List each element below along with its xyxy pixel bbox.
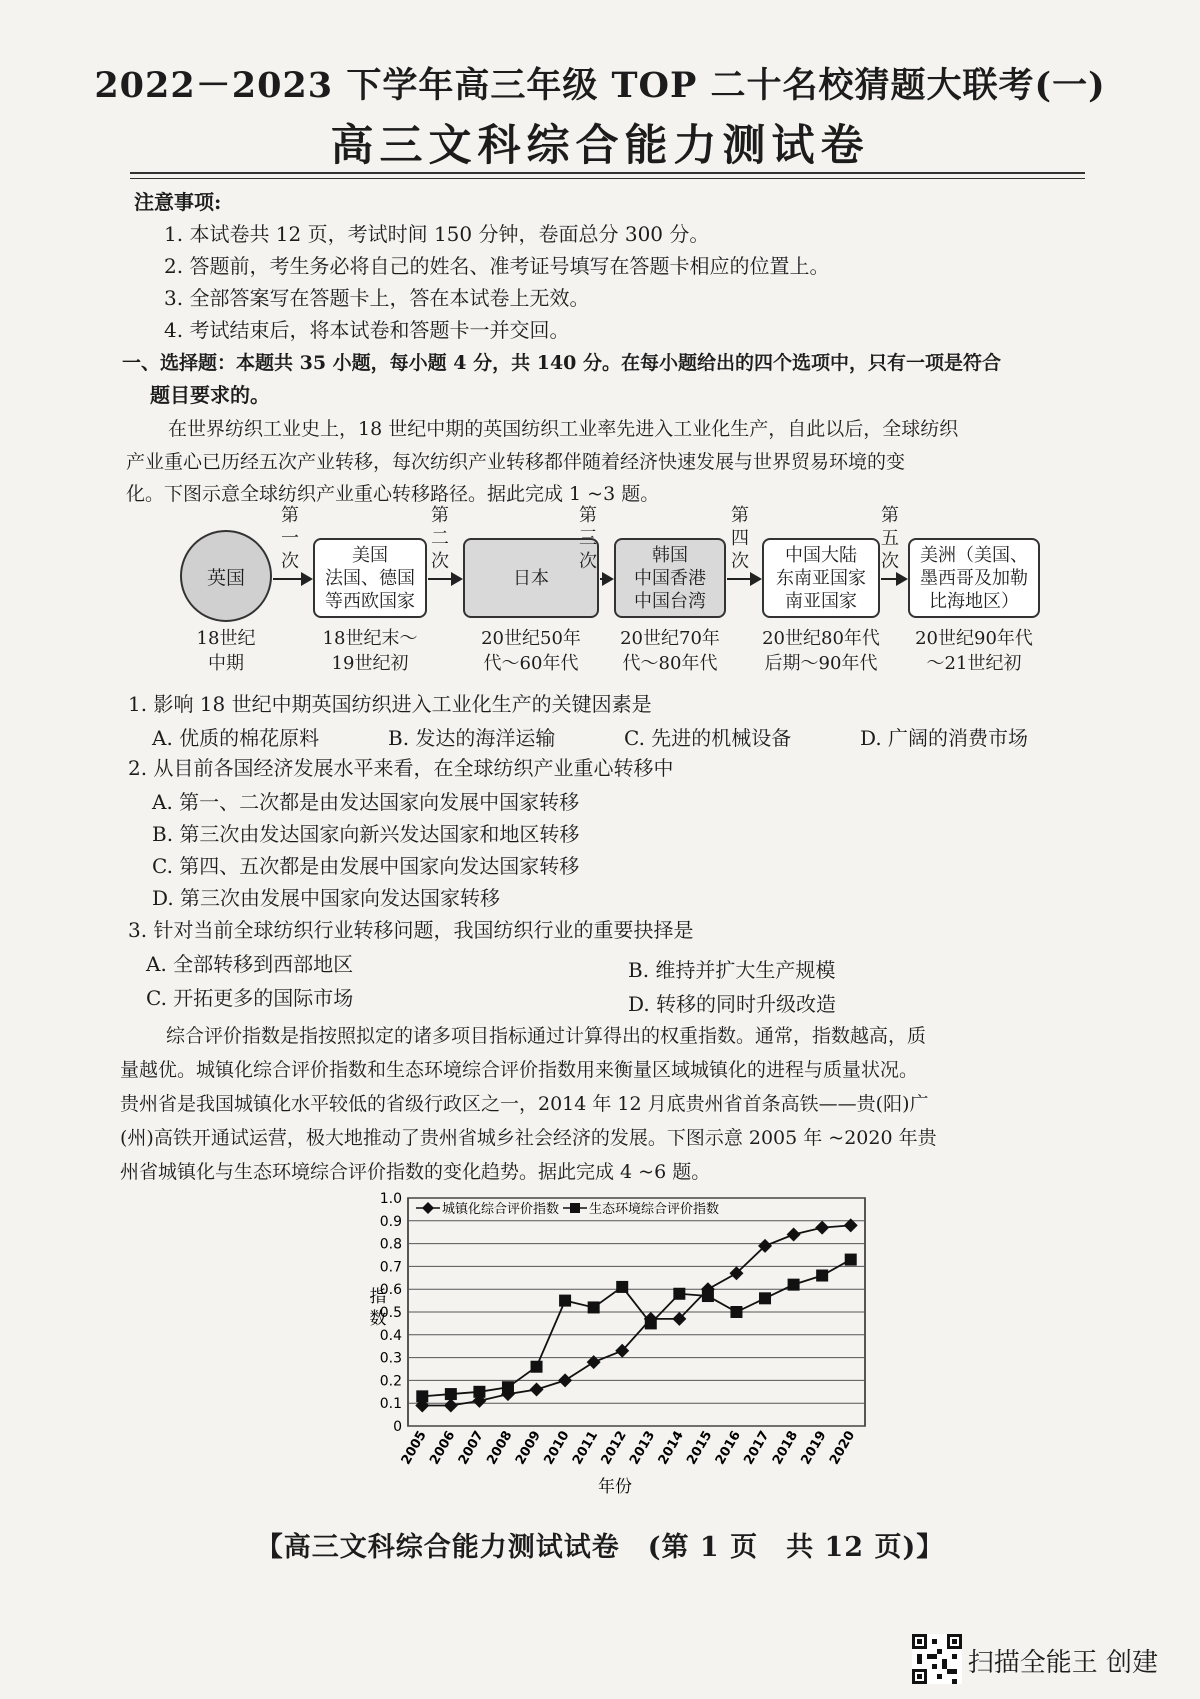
chart-point-diamond	[787, 1227, 801, 1241]
chart-point-diamond	[530, 1383, 544, 1397]
flow-step-label: 第 四 次	[731, 505, 749, 572]
flow-step-label: 第 一 次	[281, 505, 299, 572]
flow-arrow	[273, 578, 311, 580]
flow-arrow	[881, 578, 906, 580]
flow-period: 20世纪50年 代～60年代	[481, 628, 581, 674]
flow-step-label: 第 五 次	[881, 505, 899, 572]
chart-point-square	[702, 1290, 714, 1302]
flow-node-britain: 英国	[180, 530, 272, 622]
notice-item: 3. 全部答案写在答题卡上，答在本试卷上无效。	[164, 286, 590, 310]
chart-x-tick-label: 2020	[827, 1428, 859, 1468]
option-d: D. 第三次由发展中国家向发达国家转移	[152, 886, 501, 910]
passage-line: 贵州省是我国城镇化水平较低的省级行政区之一，2014 年 12 月底贵州省首条高铁——贵(阳)广	[120, 1093, 929, 1115]
page-footer: 【高三文科综合能力测试试卷 (第 1 页 共 12 页)】	[255, 1532, 945, 1563]
chart-y-tick-label: 0.4	[379, 1327, 402, 1344]
flow-arrow	[428, 578, 461, 580]
exam-paper-title: 高三文科综合能力测试卷	[330, 121, 870, 171]
chart-x-tick-label: 2012	[598, 1428, 630, 1468]
chart-y-tick-label: 0.3	[379, 1350, 402, 1367]
flow-node-asian-tigers: 韩国 中国香港 中国台湾	[614, 538, 726, 618]
chart-series-line	[422, 1260, 850, 1397]
chart-x-tick-label: 2018	[769, 1428, 802, 1468]
chart-y-tick-label: 0.8	[379, 1236, 402, 1253]
chart-point-square	[531, 1361, 543, 1373]
chart-x-tick-label: 2005	[398, 1428, 430, 1468]
chart-point-square	[730, 1306, 742, 1318]
chart-series-line	[422, 1225, 850, 1405]
passage-line: (州)高铁开通试运营，极大地推动了贵州省城乡社会经济的发展。下图示意 2005 年 ~2020 年贵	[120, 1127, 937, 1149]
option-a: A. 优质的棉花原料	[152, 726, 320, 750]
header-divider	[130, 172, 1085, 174]
chart-point-square	[788, 1279, 800, 1291]
chart-point-diamond	[815, 1221, 829, 1235]
chart-xlabel: 年份	[598, 1477, 632, 1497]
line-chart	[360, 1190, 880, 1500]
chart-point-square	[759, 1292, 771, 1304]
option-c: C. 先进的机械设备	[624, 726, 792, 750]
flow-period: 18世纪 中期	[196, 628, 256, 674]
flow-node-west-europe: 美国 法国、德国 等西欧国家	[313, 538, 427, 618]
chart-point-square	[559, 1295, 571, 1307]
question-stem: 2. 从目前各国经济发展水平来看，在全球纺织产业重心转移中	[128, 756, 674, 780]
chart-x-tick-label: 2008	[484, 1428, 516, 1468]
chart-y-tick-label: 0.2	[379, 1373, 402, 1390]
chart-x-tick-label: 2017	[741, 1428, 773, 1468]
flow-step-label: 第 二 次	[431, 505, 449, 572]
section-heading: 一、选择题：本题共 35 小题，每小题 4 分，共 140 分。在每小题给出的四个选项中，只有一项是符合	[122, 352, 1002, 374]
notice-heading: 注意事项:	[134, 190, 222, 214]
chart-y-tick-label: 0.6	[379, 1282, 402, 1299]
option-a: A. 全部转移到西部地区	[146, 952, 354, 976]
section-heading-cont: 题目要求的。	[150, 383, 270, 407]
option-d: D. 转移的同时升级改造	[628, 992, 837, 1016]
chart-x-tick-label: 2010	[541, 1428, 573, 1468]
chart-point-square	[473, 1386, 485, 1398]
flow-node-japan: 日本	[463, 538, 599, 618]
passage-line: 综合评价指数是指按照拟定的诸多项目指标通过计算得出的权重指数。通常，指数越高，质	[166, 1025, 927, 1047]
chart-y-tick-label: 1.0	[379, 1191, 402, 1207]
flow-period: 20世纪80年代 后期～90年代	[762, 628, 880, 674]
chart-legend-label: 城镇化综合评价指数	[442, 1202, 560, 1217]
flow-period: 18世纪末～ 19世纪初	[322, 628, 418, 674]
option-b: B. 第三次由发达国家向新兴发达国家和地区转移	[152, 822, 580, 846]
flow-period: 20世纪90年代 ～21世纪初	[915, 628, 1033, 674]
chart-point-square	[616, 1281, 628, 1293]
chart-ylabel-char: 指	[369, 1287, 387, 1307]
flow-node-china-mainland: 中国大陆 东南亚国家 南亚国家	[762, 538, 880, 618]
passage-line: 州省城镇化与生态环境综合评价指数的变化趋势。据此完成 4 ~6 题。	[120, 1161, 711, 1183]
passage-line: 产业重心已历经五次产业转移，每次纺织产业转移都伴随着经济快速发展与世界贸易环境的变	[126, 451, 906, 473]
question-stem: 1. 影响 18 世纪中期英国纺织进入工业化生产的关键因素是	[128, 692, 652, 716]
chart-y-tick-label: 0	[393, 1419, 402, 1435]
question-stem: 3. 针对当前全球纺织行业转移问题，我国纺织行业的重要抉择是	[128, 918, 694, 942]
exam-series-title: 2022－2023 下学年高三年级 TOP 二十名校猜题大联考(一)	[94, 65, 1106, 106]
chart-legend-marker	[422, 1202, 434, 1214]
chart-legend-label: 生态环境综合评价指数	[589, 1202, 720, 1217]
chart-point-square	[816, 1270, 828, 1282]
chart-ylabel-char: 数	[369, 1309, 387, 1329]
flow-period: 20世纪70年 代～80年代	[620, 628, 720, 674]
chart-series	[415, 1218, 857, 1412]
chart-legend	[416, 1201, 719, 1217]
passage-line: 量越优。城镇化综合评价指数和生态环境综合评价指数用来衡量区域城镇化的进程与质量状况。	[120, 1059, 919, 1081]
flow-arrow	[727, 578, 760, 580]
chart-point-square	[645, 1317, 657, 1329]
passage-line: 化。下图示意全球纺织产业重心转移路径。据此完成 1 ~3 题。	[126, 483, 660, 505]
chart-x-tick-label: 2014	[655, 1428, 687, 1468]
option-c: C. 第四、五次都是由发展中国家向发达国家转移	[152, 854, 580, 878]
chart-x-tick-label: 2016	[712, 1428, 744, 1468]
chart-x-ticks	[399, 1429, 859, 1468]
chart-y-tick-label: 0.9	[379, 1213, 402, 1230]
chart-x-tick-label: 2019	[798, 1428, 830, 1468]
chart-x-tick-label: 2011	[570, 1428, 602, 1468]
flow-step-label: 第 三 次	[579, 505, 597, 572]
chart-point-square	[502, 1381, 514, 1393]
chart-x-tick-label: 2013	[627, 1428, 659, 1468]
option-c: C. 开拓更多的国际市场	[146, 986, 354, 1010]
chart-point-square	[588, 1301, 600, 1313]
notice-item: 2. 答题前，考生务必将自己的姓名、准考证号填写在答题卡相应的位置上。	[164, 254, 830, 278]
chart-point-diamond	[558, 1373, 572, 1387]
chart-point-square	[845, 1254, 857, 1266]
chart-point-diamond	[444, 1398, 458, 1412]
chart-x-tick-label: 2006	[427, 1428, 459, 1468]
chart-x-tick-label: 2007	[455, 1428, 487, 1468]
chart-point-square	[445, 1388, 457, 1400]
header-divider-thin	[130, 178, 1085, 179]
flow-node-americas: 美洲（美国、 墨西哥及加勒 比海地区）	[908, 538, 1040, 618]
chart-point-square	[673, 1288, 685, 1300]
chart-y-tick-label: 0.7	[379, 1259, 402, 1276]
chart-x-tick-label: 2015	[684, 1428, 716, 1468]
chart-y-tick-label: 0.5	[379, 1305, 402, 1321]
option-b: B. 发达的海洋运输	[388, 726, 556, 750]
option-a: A. 第一、二次都是由发达国家向发展中国家转移	[152, 790, 580, 814]
chart-y-tick-label: 0.1	[379, 1396, 402, 1413]
scanner-watermark: 扫描全能王 创建	[967, 1648, 1158, 1678]
option-d: D. 广阔的消费市场	[860, 726, 1029, 750]
notice-item: 1. 本试卷共 12 页，考试时间 150 分钟，卷面总分 300 分。	[164, 222, 710, 246]
chart-legend-marker	[570, 1203, 580, 1213]
qr-code-icon	[912, 1634, 962, 1684]
flow-arrow	[600, 578, 612, 580]
passage-line: 在世界纺织工业史上，18 世纪中期的英国纺织工业率先进入工业化生产，自此以后，全球纺织	[168, 418, 959, 440]
option-b: B. 维持并扩大生产规模	[628, 958, 836, 982]
notice-item: 4. 考试结束后，将本试卷和答题卡一并交回。	[164, 318, 570, 342]
chart-point-square	[416, 1390, 428, 1402]
chart-x-tick-label: 2009	[512, 1428, 544, 1468]
